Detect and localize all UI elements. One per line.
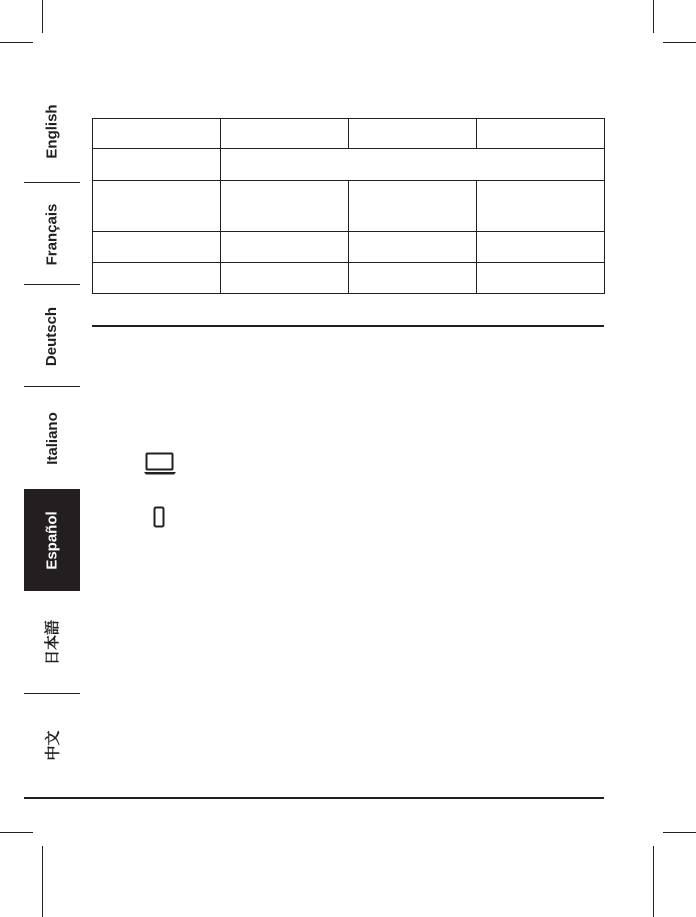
table-cell [349,232,477,263]
crop-mark-top-left-horizontal [0,42,33,43]
section-divider [92,325,604,327]
tab-italiano-label: Italiano [43,411,61,465]
table-cell [93,119,221,149]
laptop-icon [143,452,177,476]
table-cell [93,232,221,263]
table-cell [477,232,605,263]
table-cell [477,181,605,232]
table-cell [349,181,477,232]
table-cell [477,119,605,149]
tab-espanol[interactable] [24,489,80,591]
tab-japanese-label: 日本語 [44,619,62,665]
tab-deutsch[interactable] [24,285,80,387]
table-cell [221,181,349,232]
table-row [93,119,605,149]
table-row [93,181,605,232]
table-row [93,263,605,294]
table-cell [477,263,605,294]
table-cell-merged [221,149,605,181]
table-cell [221,263,349,294]
table-cell [93,263,221,294]
table-cell [349,263,477,294]
crop-mark-bottom-left-vertical [42,846,43,917]
table-cell [221,119,349,149]
crop-mark-bottom-left-horizontal [0,832,33,833]
tab-english-label: English [43,103,61,159]
table-row [93,149,605,181]
tab-english[interactable] [24,80,80,182]
table-cell [93,181,221,232]
crop-mark-bottom-right-horizontal [663,832,696,833]
crop-mark-top-right-vertical [653,0,654,33]
table-cell [221,232,349,263]
table-cell [93,149,221,181]
tab-francais[interactable] [24,183,80,285]
crop-mark-top-left-vertical [42,0,43,33]
crop-mark-bottom-right-vertical [653,846,654,917]
tab-deutsch-label: Deutsch [43,306,61,366]
tab-japanese[interactable] [24,591,80,693]
tab-chinese-label: 中文 [44,729,62,761]
tab-espanol-label: Español [43,510,61,570]
table-cell [349,119,477,149]
crop-mark-top-right-horizontal [663,42,696,43]
spec-table [92,118,605,294]
tab-chinese[interactable] [24,694,80,796]
tab-francais-label: Français [43,203,61,265]
tab-italiano[interactable] [24,387,80,489]
footer-divider [24,797,604,799]
table-row [93,232,605,263]
smartphone-icon [153,506,165,528]
